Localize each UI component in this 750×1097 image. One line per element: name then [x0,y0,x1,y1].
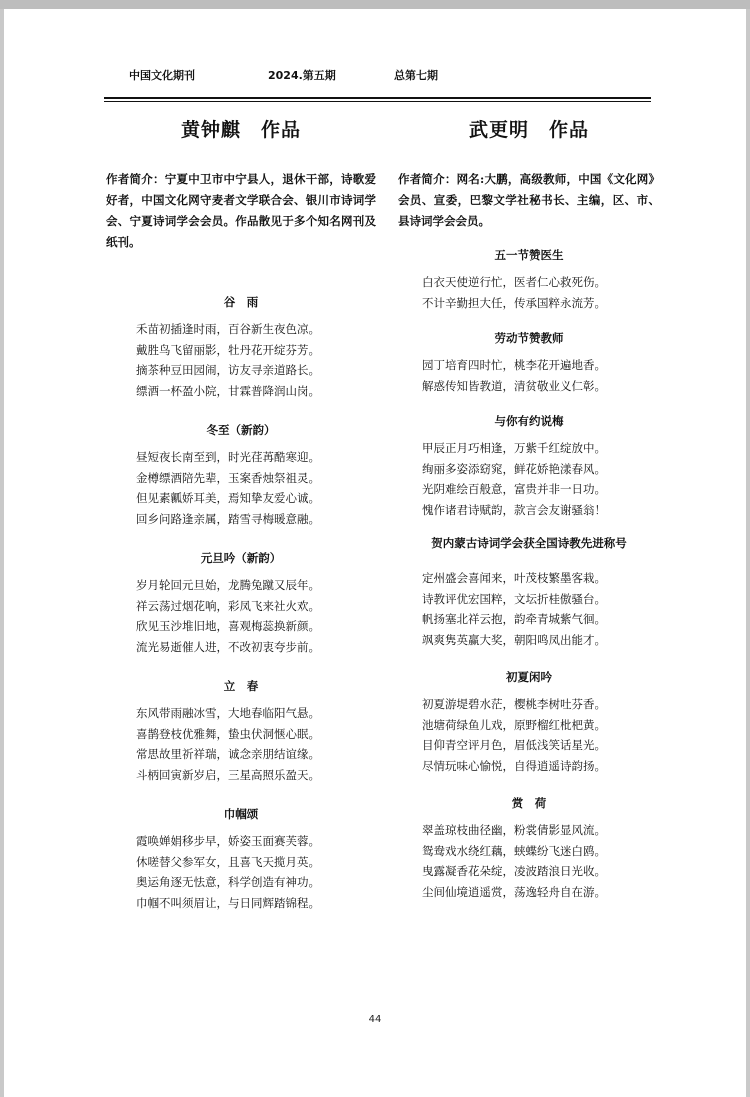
poem-title: 巾帼颂 [223,807,259,821]
poem-line: 常思故里祈祥瑞，诚念亲朋结谊缘。 [136,747,320,761]
right-author-bio: 作者简介：网名:大鹏，高级教师，中国《文化网》会员、宣委，巴黎文学社秘书长、主编，区、市、县诗词学会会员。 [398,172,660,228]
poem-line: 解惑传知皆教道，清贫敬业义仁彰。 [422,378,606,393]
poem-title: 与你有约说梅 [494,414,564,428]
poem-title: 元旦吟（新韵） [200,551,282,565]
poem-line: 定州盛会喜闻来，叶茂枝繁墨客栽。 [422,571,606,585]
left-author-bio: 作者简介：宁夏中卫市中宁县人，退休干部，诗歌爱好者，中国文化网守麦者文学联合会、银川市诗词学会、宁夏诗词学会会员。作品散见于多个知名网刊及纸刊。 [106,172,376,249]
poem-line: 流光易逝催人进，不改初衷夸步前。 [136,639,320,654]
poem-title: 立 春 [223,679,259,693]
poem-line: 回乡问路逢亲属，踏雪寻梅暖意融。 [136,511,320,526]
poem [398,244,660,313]
poem-line: 岁月轮回元旦始，龙腾兔蹴又辰年。 [136,578,320,592]
poem-title: 贺内蒙古诗词学会获全国诗教先进称号 [431,536,627,550]
poem [106,547,376,657]
poem-line: 祥云荡过烟花响，彩凤飞来社火欢。 [136,598,320,613]
poem-line: 斗柄回寅新岁启，三星高照乐盈天。 [136,767,320,782]
poem-line: 昼短夜长南至到，时光荏苒酷寒迎。 [136,450,320,464]
poem-line: 绚丽多姿添窈窕，鲜花娇艳漾春风。 [422,461,606,476]
poem-title: 劳动节赞教师 [494,331,564,345]
right-column [398,109,660,902]
poem-line: 曳露凝香花朵绽，凌波踏浪日光收。 [422,864,606,878]
header-rule-thick [104,97,651,99]
poem-line: 巾帼不叫须眉让，与日同辉踏锦程。 [136,895,320,910]
poem-line: 喜鹊登枝优雅舞，蛰虫伏洞惬心眠。 [136,726,320,741]
poem-title: 谷 雨 [223,295,259,309]
poem-line: 愧作诸君诗赋韵，款言会友谢骚翁！ [422,502,606,517]
page-number: 44 [368,1014,382,1025]
poem [106,803,376,913]
poem-line: 池塘荷绿鱼儿戏，原野榴红枇杷黄。 [422,717,606,732]
viewer-top-bar [0,0,750,9]
poem [398,532,660,650]
journal-page [4,9,746,1097]
poem-line: 初夏游堤碧水茫，樱桃李树吐芬香。 [422,697,606,711]
poem-line: 缥酒一杯盈小院，甘霖普降润山岗。 [136,383,320,398]
total-issue-label: 总第七期 [394,69,438,82]
poem-line: 飒爽隽英赢大奖，朝阳鸣凤出能才。 [422,632,606,647]
poem-title: 冬至（新韵） [206,423,276,437]
poem-line: 帆扬塞北祥云抱，韵牵青城紫气徊。 [422,612,606,626]
poem-line: 光阴难绘百般意，富贵并非一日功。 [422,482,606,496]
poem-line: 但见素瓤娇耳美，焉知挚友爱心诚。 [136,491,320,505]
poem-line: 欣见玉沙堆旧地，喜观梅蕊换新颜。 [136,619,320,633]
issue-label: 2024.第五期 [268,69,336,82]
poem-line: 戴胜鸟飞留丽影，牡丹花开绽芬芳。 [136,342,320,357]
poem-line: 鸳鸯戏水绕红藕，蛱蝶纷飞迷白鸥。 [422,843,606,858]
poem [106,419,376,529]
poem [398,792,660,902]
journal-name: 中国文化期刊 [129,69,195,82]
poem-line: 金樽缥酒陪先辈，玉案香烛祭祖灵。 [136,470,320,485]
poem-line: 白衣天使逆行忙，医者仁心救死伤。 [422,275,606,289]
poem-title: 初夏闲吟 [506,670,552,684]
poem-line: 园丁培育四时忙，桃李花开遍地香。 [422,358,606,372]
poem [398,410,660,520]
poem-line: 尽情玩味心愉悦，自得逍遥诗韵扬。 [422,758,606,773]
poem [398,666,660,776]
poem-line: 不计辛勤担大任，传承国粹永流芳。 [422,295,606,310]
poem-line: 东风带雨融冰雪，大地春临阳气悬。 [136,706,320,720]
poem [106,675,376,785]
poem-line: 翠盖琼枝曲径幽，粉裳倩影显风流。 [422,823,606,837]
poem-line: 诗教评优宏国粹，文坛折桂傲骚台。 [422,591,606,606]
poem-line: 霞唤婵娟移步早，娇姿玉面赛芙蓉。 [136,834,320,848]
poem-line: 奥运角逐无怯意，科学创造有神功。 [136,875,320,889]
poem-line: 摘茶种豆田园闹，访友寻亲道路长。 [136,363,320,377]
poem-line: 尘间仙境逍遥赏，荡逸轻舟自在游。 [422,884,606,899]
poem [398,327,660,396]
left-column [106,109,376,913]
right-author-title: 武更明 作品 [468,119,589,141]
poem-line: 目仰青空评月色，眉低浅笑话星光。 [422,738,606,752]
poem [106,291,376,401]
left-author-title: 黄钟麒 作品 [180,119,301,141]
poem-line: 休嗟替父参军女，且喜飞天揽月英。 [136,854,320,869]
page-header [4,65,746,85]
poem-title: 五一节赞医生 [494,248,564,262]
header-rule-thin [104,101,651,102]
poem-title: 赏 荷 [511,796,547,810]
poem-line: 甲辰正月巧相逢，万紫千红绽放中。 [422,441,606,455]
poem-line: 禾苗初插逢时雨，百谷新生夜色凉。 [136,322,320,336]
